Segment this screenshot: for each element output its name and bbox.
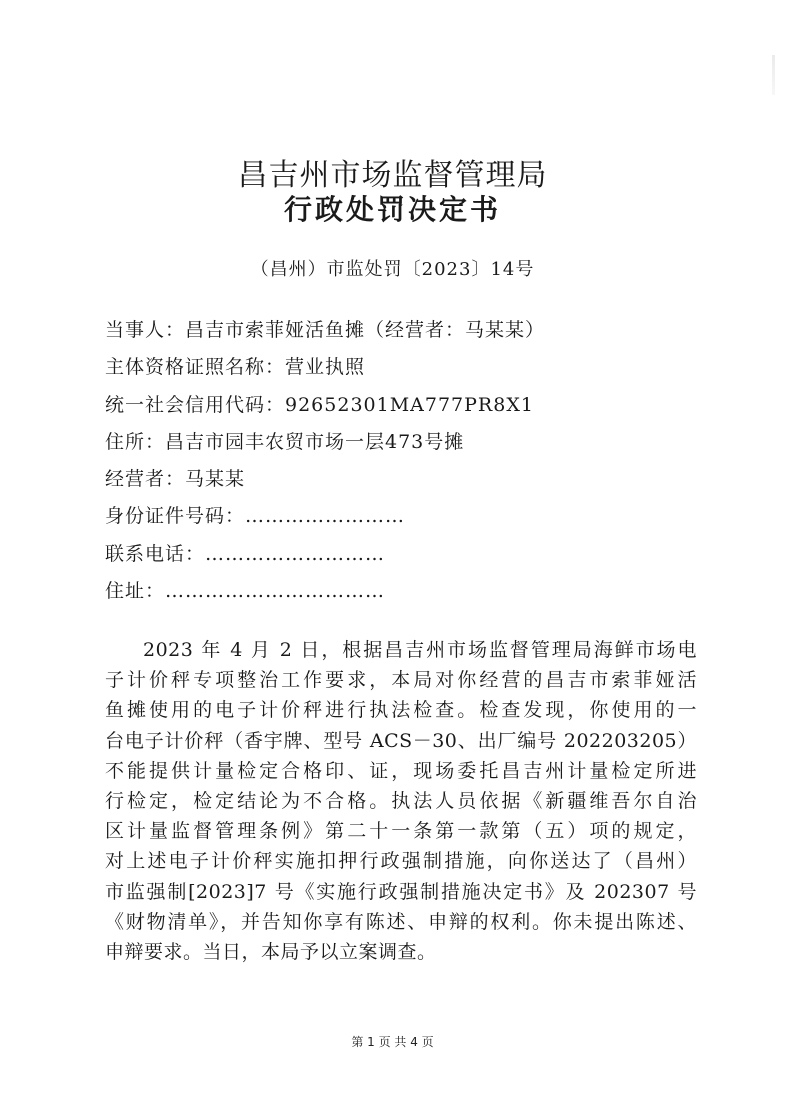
residence-line: 住所：昌吉市园丰农贸市场一层473号摊: [105, 430, 465, 453]
body-line: 鱼摊使用的电子计价秤进行执法检查。检查发现，你使用的一: [105, 699, 697, 722]
document-type-title: 行政处罚决定书: [283, 193, 501, 226]
body-line: 市监强制[2023]7 号《实施行政强制措施决定书》及 202307 号: [105, 880, 697, 903]
body-line: 子计价秤专项整治工作要求，本局对你经营的昌吉市索菲娅活: [105, 669, 697, 692]
body-line: 对上述电子计价秤实施扣押行政强制措施，向你送达了（昌州）: [105, 850, 697, 873]
page-footer: 第 1 页 共 4 页: [351, 1035, 434, 1049]
operator-line: 经营者：马某某: [105, 468, 246, 491]
party-info-block: [105, 315, 705, 613]
agency-title: 昌吉州市场监督管理局: [237, 158, 548, 193]
body-line: 不能提供计量检定合格印、证，现场委托昌吉州计量检定所进: [105, 759, 697, 782]
body-paragraph: [105, 635, 697, 967]
body-line: 行检定，检定结论为不合格。执法人员依据《新疆维吾尔自治: [105, 789, 697, 812]
id-number-line: 身份证件号码：……………………: [105, 505, 406, 528]
body-line: 台电子计价秤（香宇牌、型号 ACS－30、出厂编号 202203205）: [105, 729, 697, 752]
scan-artifact: [772, 55, 775, 95]
body-line: 区计量监督管理条例》第二十一条第一款第（五）项的规定，: [105, 820, 697, 843]
phone-line: 联系电话：………………………: [105, 542, 386, 565]
body-line: 申辩要求。当日，本局予以立案调查。: [105, 940, 437, 963]
body-line: 《财物清单》，并告知你享有陈述、申辩的权利。你未提出陈述、: [105, 910, 697, 933]
document-number: （昌州）市监处罚〔2023〕14号: [250, 259, 535, 280]
license-name-line: 主体资格证照名称：营业执照: [105, 356, 366, 379]
address-line: 住址：……………………………: [105, 580, 386, 603]
body-line: 2023 年 4 月 2 日，根据昌吉州市场监督管理局海鲜市场电: [143, 639, 697, 661]
party-name-line: 当事人：昌吉市索菲娅活鱼摊（经营者：马某某）: [105, 319, 546, 341]
credit-code-line: 统一社会信用代码：92652301MA777PR8X1: [105, 393, 534, 416]
